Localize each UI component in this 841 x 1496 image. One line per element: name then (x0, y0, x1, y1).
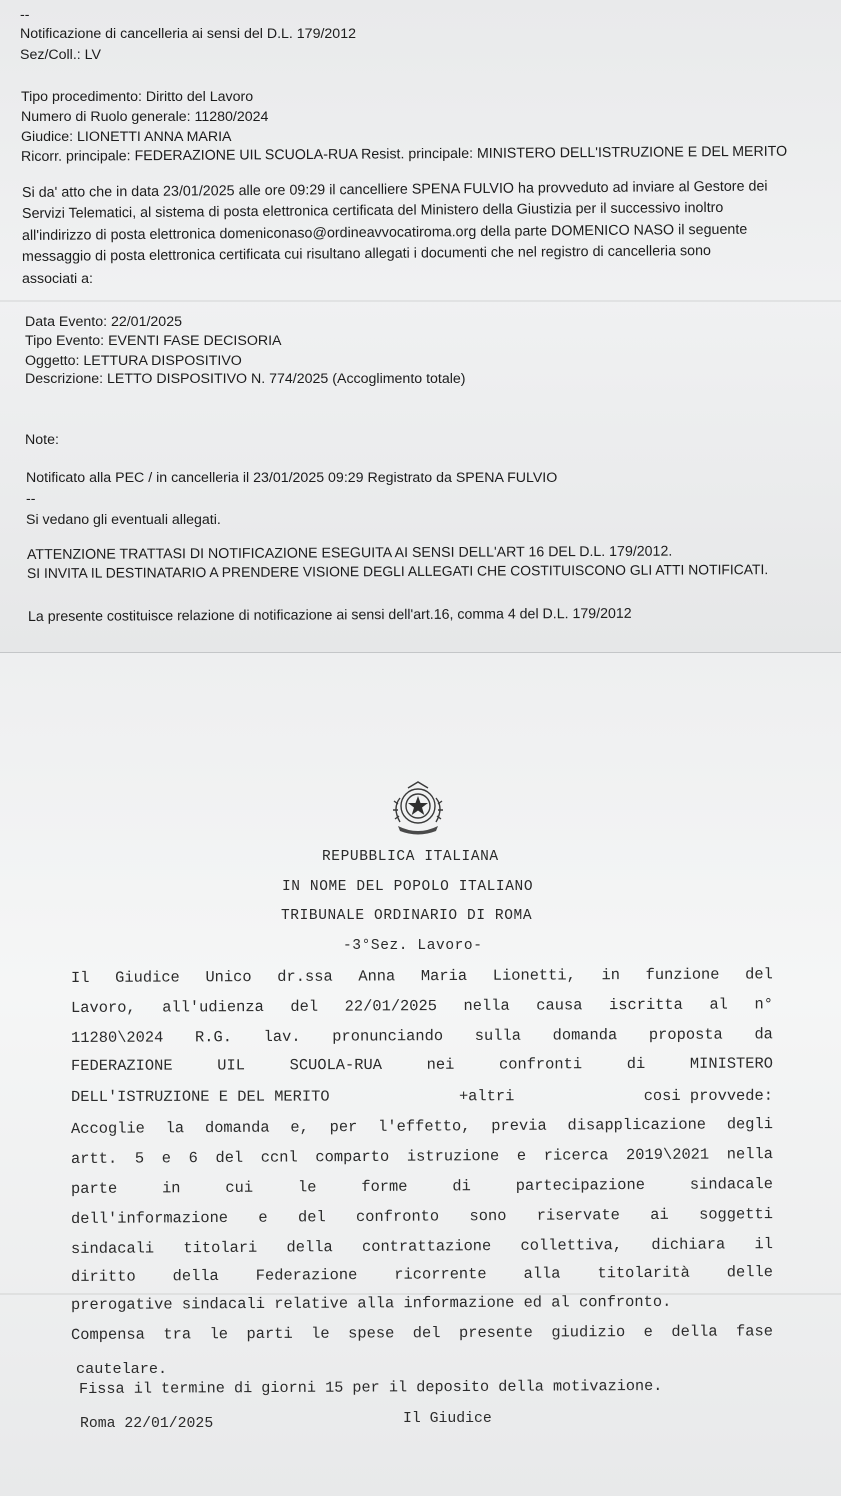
ruling-word: lav. (263, 1027, 301, 1046)
ruling-line (71, 1055, 773, 1075)
ruling-word: causa (536, 996, 583, 1015)
notification-sheet (0, 0, 841, 652)
ruling-word: sulla (474, 1026, 521, 1045)
event-description: Descrizione: LETTO DISPOSITIVO N. 774/2025 (Accoglimento totale) (25, 371, 466, 387)
ruling-word: nella (463, 996, 510, 1015)
ruling-word: contrattazione (361, 1237, 492, 1256)
ruling-word: partecipazione (515, 1175, 646, 1195)
ruling-word: nei (426, 1055, 455, 1074)
warning-line-1: ATTENZIONE TRATTASI DI NOTIFICAZIONE ESEGUITA AI SENSI DELL'ART 16 DEL D.L. 179/2012. (26, 543, 673, 563)
ruling-word: tra (163, 1325, 192, 1344)
ruling-word: all'udienza (162, 997, 264, 1017)
ruling-word: istruzione (406, 1147, 500, 1166)
ruling-word: forme (361, 1177, 408, 1196)
ruling-line (71, 1322, 773, 1344)
ruling-word: ricerca (543, 1146, 609, 1165)
ruling-word: le (209, 1325, 229, 1344)
ruling-word: del (290, 997, 319, 1016)
header-tribunal: TRIBUNALE ORDINARIO DI ROMA (281, 908, 533, 924)
ruling-word: R.G. (194, 1028, 233, 1047)
ruling-word: sindacali (70, 1239, 155, 1258)
ruling-word: del (297, 1208, 326, 1227)
ruling-word: Maria (420, 966, 468, 986)
ruling-word: confronto (355, 1207, 440, 1227)
ruling-word: pronunciando (332, 1027, 444, 1046)
ruling-word: e (161, 1149, 171, 1168)
body-line-4: messaggio di posta elettronica certificata cui risultano allegati i documenti che nel registro di cancelleria sono (21, 242, 712, 265)
attachments-line: Si vedano gli eventuali allegati. (26, 512, 221, 528)
ruling-word: domanda (552, 1026, 618, 1045)
ruling-word: disapplicazione (567, 1115, 707, 1135)
ruling-word: della (172, 1266, 219, 1286)
ruling-word: Giudice (115, 968, 180, 987)
ruling-word: domanda (204, 1118, 270, 1138)
warning-line-2: SI INVITA IL DESTINATARIO A PRENDERE VISIONE DEGLI ALLEGATI CHE COSTITUISCONO GLI ATTI NOTIFICATI. (26, 561, 769, 581)
ruling-word: di (452, 1177, 471, 1196)
judge-line: Giudice: LIONETTI ANNA MARIA (21, 129, 232, 145)
ruling-word: del (745, 965, 773, 984)
ruling-word: previa (491, 1116, 547, 1136)
ruling-word: +altri (458, 1087, 515, 1106)
ruling-word: cui (225, 1178, 254, 1197)
ruling-word: comparto (315, 1147, 390, 1167)
event-type: Tipo Evento: EVENTI FASE DECISORIA (25, 333, 282, 349)
notes-label: Note: (25, 432, 59, 448)
ruling-word: e, (290, 1118, 309, 1137)
ruling-word: il (754, 1235, 774, 1254)
ruling-word: del (412, 1324, 441, 1343)
ruling-word: diritto (70, 1267, 136, 1286)
ruling-word: e (258, 1208, 268, 1227)
ruling-word: sono (469, 1206, 507, 1226)
ruling-word: titolari (183, 1238, 258, 1258)
ruling-word: iscritta (608, 995, 683, 1015)
ruling-line-term: Fissa il termine di giorni 15 per il deposito della motivazione. (78, 1376, 663, 1398)
header-republic: REPUBBLICA ITALIANA (322, 849, 499, 865)
ruling-line (71, 965, 773, 987)
ruling-word: e (643, 1322, 653, 1342)
ruling-word: prerogative sindacali relative alla informazione ed al confronto. (70, 1292, 672, 1314)
ruling-word: ai (650, 1205, 669, 1224)
role-number: Numero di Ruolo generale: 11280/2024 (21, 109, 269, 125)
ruling-word: al (709, 995, 728, 1014)
ruling-word: e (516, 1146, 527, 1165)
ruling-word: per (329, 1118, 358, 1137)
ruling-word: degli (726, 1115, 774, 1134)
ruling-word: collettiva, (520, 1236, 623, 1255)
header-section: -3°Sez. Lavoro- (343, 938, 483, 954)
ruling-word: giudizio (551, 1323, 626, 1342)
ruling-word: 2019\2021 (625, 1145, 710, 1165)
ruling-word: n° (754, 995, 773, 1014)
notification-title: Notificazione di cancelleria ai sensi del D.L. 179/2012 (20, 26, 356, 42)
ruling-word: in (601, 966, 621, 985)
place-date: Roma 22/01/2025 (80, 1416, 214, 1432)
ruling-word: proposta (648, 1025, 723, 1044)
ruling-word: presente (458, 1323, 533, 1342)
event-date: Data Evento: 22/01/2025 (25, 314, 182, 330)
parties-line: Ricorr. principale: FEDERAZIONE UIL SCUOLA-RUA Resist. principale: MINISTERO DELL'ISTRUZIONE E DEL MERITO (20, 143, 788, 165)
body-line-2: Servizi Telematici, al sistema di posta elettronica certificata del Ministero della Giustizia per il successivo inoltro (21, 199, 724, 222)
ruling-word: della (671, 1322, 718, 1341)
ruling-word: Anna (358, 967, 396, 986)
ruling-word: Accoglie (70, 1119, 145, 1138)
dashes-top: -- (20, 7, 30, 23)
ruling-word: riservate (536, 1206, 620, 1225)
ruling-word: fase (735, 1322, 774, 1341)
ruling-line (71, 1292, 773, 1314)
ruling-word: la (165, 1119, 185, 1138)
ruling-word: dell'informazione (70, 1208, 229, 1228)
ruling-word: le (311, 1324, 330, 1343)
ruling-word: Lavoro, (70, 998, 136, 1017)
ruling-line (71, 995, 773, 1017)
italian-republic-emblem-icon (386, 778, 450, 838)
ruling-word: soggetti (699, 1205, 774, 1224)
ruling-word: ccnl (260, 1148, 298, 1167)
ruling-word: 6 (188, 1149, 198, 1168)
body-line-3: all'indirizzo di posta elettronica domeniconaso@ordineavvocatiroma.org della parte DOMENICO NASO il seguente (21, 221, 748, 244)
ruling-word: artt. (70, 1149, 118, 1168)
ruling-word: SCUOLA-RUA (289, 1055, 382, 1075)
ruling-word: Lionetti, (492, 966, 576, 985)
ruling-word: spese (348, 1324, 395, 1343)
ruling-word: parti (246, 1324, 293, 1344)
ruling-word: di (626, 1054, 646, 1074)
event-subject: Oggetto: LETTURA DISPOSITIVO (25, 353, 242, 369)
closing-statement: La presente costituisce relazione di notificazione ai sensi dell'art.16, comma 4 del D.L. 179/2012 (27, 605, 632, 625)
ruling-word: Compensa (70, 1325, 145, 1344)
paper-fold (0, 300, 841, 302)
ruling-word: confronti (498, 1055, 583, 1074)
ruling-line (71, 1025, 773, 1047)
ruling-word: 5 (134, 1149, 145, 1168)
ruling-word: delle (726, 1263, 773, 1282)
ruling-word: della (286, 1238, 333, 1257)
ruling-word: FEDERAZIONE (70, 1056, 173, 1075)
ruling-word: sindacale (689, 1175, 774, 1194)
ruling-line (71, 1087, 773, 1106)
ruling-word: dichiara (651, 1235, 726, 1254)
ruling-word: DELL'ISTRUZIONE E DEL MERITO (70, 1087, 330, 1106)
ruling-word: del (215, 1148, 244, 1167)
body-line-1: Si da' atto che in data 23/01/2025 alle ore 09:29 il cancelliere SPENA FULVIO ha provveduto ad inviare al Gestore dei (21, 178, 768, 201)
ruling-word: dr.ssa (277, 967, 333, 986)
ruling-word: funzione (645, 965, 720, 984)
ruling-word: parte (70, 1179, 118, 1198)
ruling-line-cautelare: cautelare. (76, 1360, 168, 1378)
ruling-word: alla (523, 1264, 561, 1283)
ruling-word: ricorrente (394, 1265, 487, 1284)
ruling-word: Federazione (255, 1266, 358, 1285)
ruling-word: in (161, 1179, 181, 1198)
notified-line: Notificato alla PEC / in cancelleria il 23/01/2025 09:29 Registrato da SPENA FULVIO (26, 470, 558, 486)
body-line-5: associati a: (22, 271, 93, 287)
ruling-word: Unico (205, 968, 252, 987)
ruling-word: Il (70, 968, 90, 987)
ruling-word: 22/01/2025 (344, 997, 438, 1016)
ruling-word: nella (726, 1145, 773, 1164)
dashes-mid: -- (26, 491, 36, 507)
ruling-word: UIL (217, 1056, 245, 1075)
ruling-word: cosi provvede: (643, 1086, 774, 1106)
procedure-type: Tipo procedimento: Diritto del Lavoro (21, 89, 254, 105)
ruling-word: le (297, 1178, 317, 1197)
judge-signature: Il Giudice (403, 1411, 492, 1427)
ruling-word: 11280\2024 (70, 1028, 164, 1047)
section-line: Sez/Coll.: LV (20, 47, 101, 63)
ruling-word: da (754, 1025, 773, 1044)
ruling-word: MINISTERO (689, 1054, 774, 1073)
header-people: IN NOME DEL POPOLO ITALIANO (282, 879, 534, 895)
ruling-word: titolarità (597, 1263, 690, 1283)
ruling-word: l'effetto, (378, 1117, 471, 1136)
